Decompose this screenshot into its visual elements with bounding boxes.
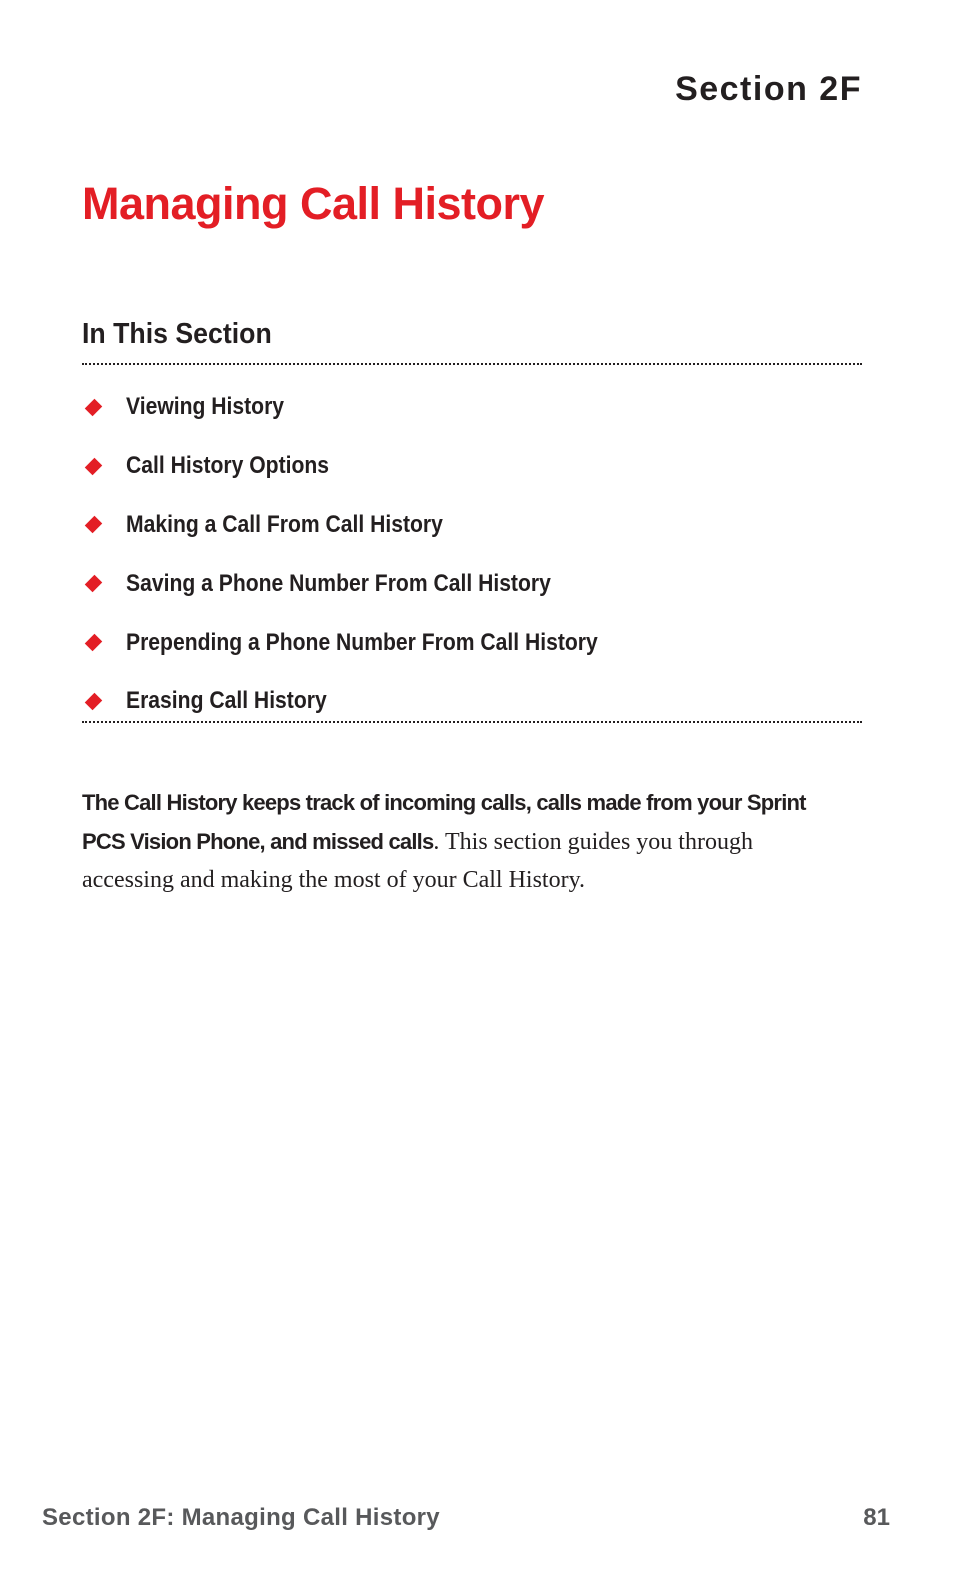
diamond-bullet-icon [85, 634, 103, 652]
intro-paragraph [82, 784, 842, 900]
dotted-divider-bottom [82, 721, 862, 723]
list-item-label: Prepending a Phone Number From Call History [126, 628, 598, 656]
section-label: Section 2F [675, 70, 862, 108]
list-item [82, 378, 862, 437]
diamond-bullet-icon [85, 575, 103, 593]
list-item-label: Viewing History [126, 393, 285, 421]
list-item [82, 496, 862, 555]
list-item-label: Call History Options [126, 452, 330, 480]
intro-lead-text: The Call History keeps track of incoming calls, calls made from your Sprint PCS Vision Phone, and missed calls [82, 790, 806, 854]
list-item [82, 437, 862, 496]
section-contents-list [82, 378, 862, 731]
intro-body-text: . This section guides you through accessing and making the most of your Call History. [82, 828, 753, 893]
footer-page-number: 81 [863, 1504, 890, 1531]
diamond-bullet-icon [85, 693, 103, 711]
list-item-label: Making a Call From Call History [126, 510, 443, 538]
in-this-section-heading: In This Section [82, 318, 272, 350]
list-item-label: Erasing Call History [126, 687, 327, 715]
chapter-title: Managing Call History [82, 178, 545, 229]
diamond-bullet-icon [85, 399, 103, 417]
list-item [82, 554, 862, 613]
list-item [82, 613, 862, 672]
diamond-bullet-icon [85, 457, 103, 475]
list-item-label: Saving a Phone Number From Call History [126, 569, 551, 597]
footer-section-title: Section 2F: Managing Call History [42, 1504, 440, 1531]
diamond-bullet-icon [85, 516, 103, 534]
dotted-divider-top [82, 363, 862, 365]
